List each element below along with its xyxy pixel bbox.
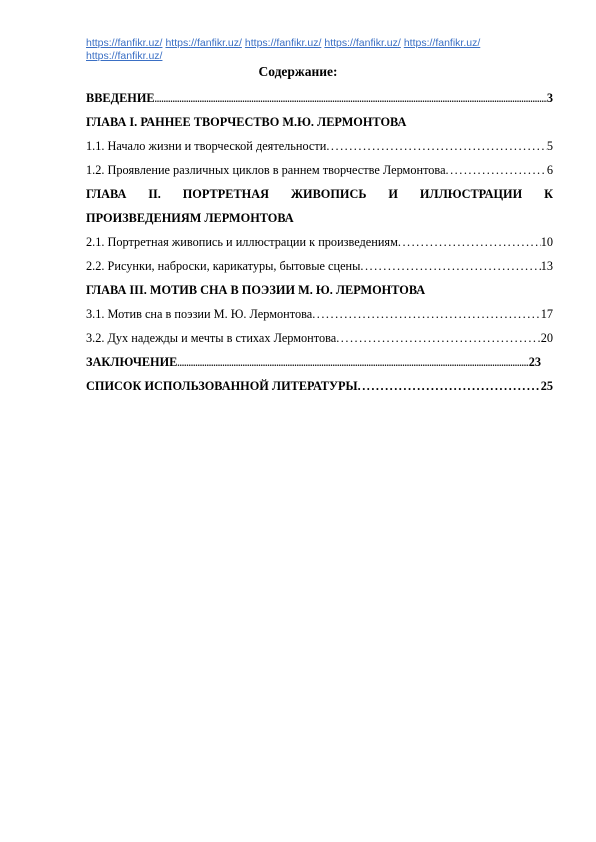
table-of-contents [86, 86, 553, 398]
toc-chapter-2: ГЛАВА II. ПОРТРЕТНАЯ ЖИВОПИСЬ И ИЛЛЮСТРАЦИИ К ПРОИЗВЕДЕНИЯМ ЛЕРМОНТОВА [86, 187, 553, 225]
toc-entry-label: 3.2. Дух надежды и мечты в стихах Лермонтова [86, 331, 337, 345]
toc-entry-label: 3.1. Мотив сна в поэзии М. Ю. Лермонтова [86, 307, 313, 321]
toc-entry-1-2 [86, 158, 553, 182]
toc-leader-dots [446, 158, 547, 182]
toc-entry-label: 1.1. Начало жизни и творческой деятельности [86, 139, 327, 153]
toc-leader-dots [398, 230, 541, 254]
header-link[interactable]: https://fanfikr.uz/ [403, 37, 481, 49]
toc-entry-intro [86, 86, 553, 110]
toc-entry-label: СПИСОК ИСПОЛЬЗОВАННОЙ ЛИТЕРАТУРЫ [86, 379, 358, 393]
toc-leader-dots [336, 326, 540, 350]
toc-entry-label: ЗАКЛЮЧЕНИЕ [86, 355, 178, 369]
toc-leader-dots [155, 87, 547, 111]
toc-entry-conclusion [86, 350, 553, 374]
header-link[interactable]: https://fanfikr.uz/ [244, 37, 322, 49]
toc-page-number: 17 [540, 307, 553, 321]
toc-entry-references [86, 374, 553, 398]
toc-page-number: 25 [540, 379, 553, 393]
header-link[interactable]: https://fanfikr.uz/ [86, 37, 163, 49]
toc-page-number: 3 [546, 91, 553, 105]
header-link[interactable]: https://fanfikr.uz/ [86, 50, 163, 62]
toc-entry-label: 2.2. Рисунки, наброски, карикатуры, бытовые сцены [86, 259, 361, 273]
toc-entry-2-1 [86, 230, 553, 254]
toc-entry-label: ВВЕДЕНИЕ [86, 91, 155, 105]
toc-entry-1-1 [86, 134, 553, 158]
toc-page-number: 10 [540, 235, 553, 249]
toc-entry-label: 2.1. Портретная живопись и иллюстрации к произведениям [86, 235, 398, 249]
header-links [86, 37, 526, 63]
header-link[interactable]: https://fanfikr.uz/ [165, 37, 242, 49]
toc-entry-3-1 [86, 302, 553, 326]
toc-page-number: 20 [540, 331, 553, 345]
header-link[interactable]: https://fanfikr.uz/ [324, 37, 401, 49]
toc-page-number: 6 [546, 163, 553, 177]
toc-leader-dots [177, 351, 528, 375]
toc-leader-dots [326, 134, 547, 158]
toc-page-number: 23 [528, 355, 541, 369]
toc-chapter-1: ГЛАВА I. РАННЕЕ ТВОРЧЕСТВО М.Ю. ЛЕРМОНТОВА [86, 115, 407, 129]
toc-page-number: 13 [540, 259, 553, 273]
toc-leader-dots [360, 254, 540, 278]
page-title: Содержание: [258, 64, 338, 79]
toc-entry-2-2 [86, 254, 553, 278]
toc-entry-label: 1.2. Проявление различных циклов в раннем творчестве Лермонтова [86, 163, 446, 177]
toc-leader-dots [358, 374, 541, 398]
toc-entry-3-2 [86, 326, 553, 350]
toc-chapter-3: ГЛАВА III. МОТИВ СНА В ПОЭЗИИ М. Ю. ЛЕРМОНТОВА [86, 283, 426, 297]
toc-leader-dots [312, 302, 541, 326]
toc-page-number: 5 [546, 139, 553, 153]
